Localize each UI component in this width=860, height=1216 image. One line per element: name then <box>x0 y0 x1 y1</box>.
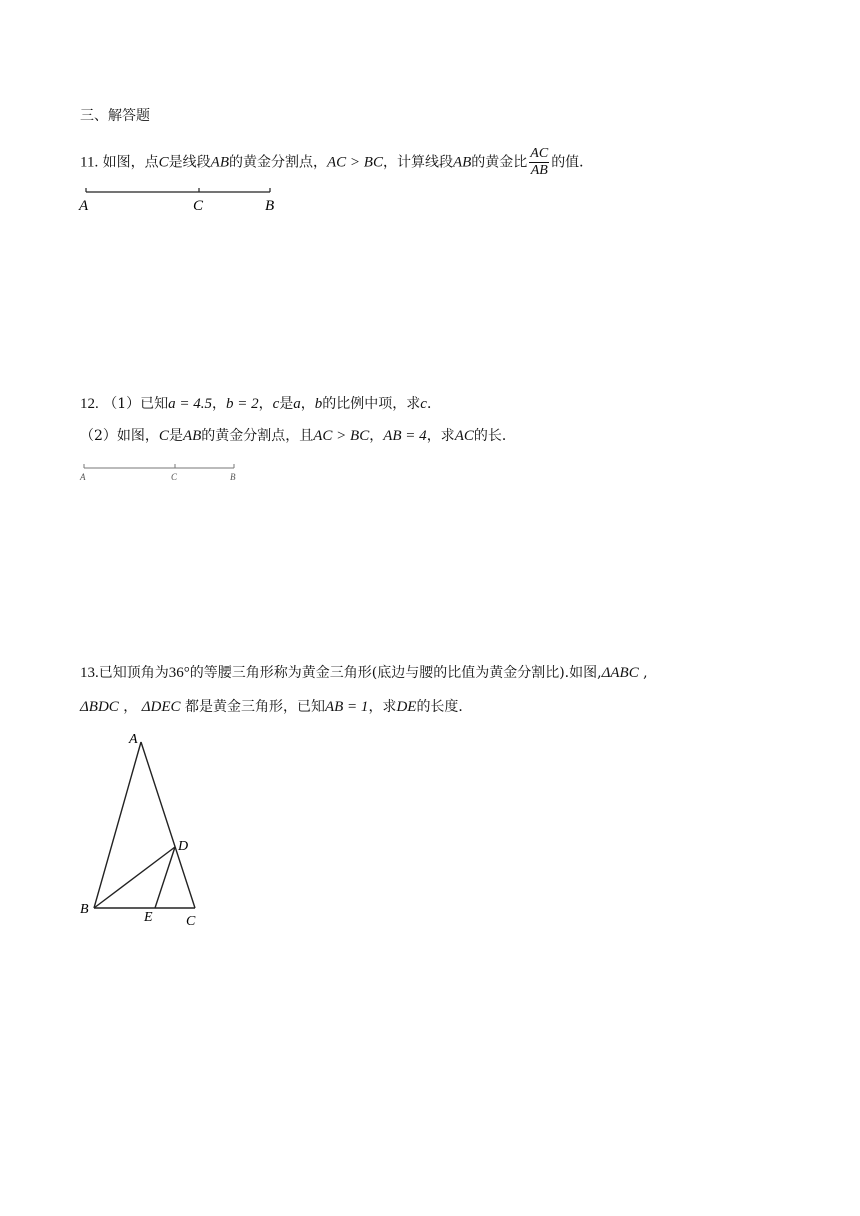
q12-var-b: b <box>314 396 323 412</box>
q12-label-c: C <box>171 472 178 482</box>
question-11 <box>80 146 593 179</box>
q13-label-a: A <box>129 732 138 747</box>
q13-text-2: 的等腰三角形称为黄金三角形(底边与腰的比值为黄金分割比).如图, <box>189 665 602 681</box>
q13-segment-bd <box>94 847 175 908</box>
q13-text-1: 已知顶角为 <box>98 665 169 681</box>
q12-p1-prefix: （1）已知 <box>103 396 169 412</box>
q11-var-ab: AB <box>210 154 229 171</box>
q11-golden-ratio-fraction <box>529 146 549 179</box>
q13-segment-de <box>155 847 175 908</box>
q13-triangle-dec: ΔDEC <box>141 699 181 715</box>
q12-p2-var-ac: AC <box>454 428 474 444</box>
q13-ab-eq: AB = 1 <box>324 699 369 715</box>
q13-text-3: 都是黄金三角形，已知 <box>184 699 325 715</box>
q12-p2-inequality: AC > BC <box>313 428 370 444</box>
q13-label-e: E <box>144 910 153 925</box>
q12-p2-ab-eq: AB = 4 <box>383 428 427 444</box>
q11-text-2: 是线段 <box>168 154 211 171</box>
q13-var-de: DE <box>396 699 417 715</box>
q13-triangle-bdc: ΔBDC <box>80 699 119 715</box>
q12-p2-text-d: 的长． <box>473 428 516 444</box>
q11-text-6: 的值． <box>551 154 594 171</box>
q13-text-5: 的长度． <box>416 699 473 715</box>
q13-label-b: B <box>80 902 89 917</box>
q13-side-ab <box>94 742 141 908</box>
question-12-part-2: （2）如图，C是AB的黄金分割点，且AC > BC，AB = 4，求AC的长． <box>80 428 516 444</box>
q12-p2-var-ab: AB <box>182 428 202 444</box>
q12-a-eq: a = 4.5 <box>168 396 212 412</box>
question-12-part-1: 12. （1）已知a = 4.5，b = 2，c是a，b的比例中项，求c． <box>80 396 441 412</box>
q11-var-ab-2: AB <box>452 154 472 171</box>
q13-label-d: D <box>178 839 189 854</box>
q11-text-4: ，计算线段 <box>382 154 453 171</box>
question-13-line-1: 13.已知顶角为36°的等腰三角形称为黄金三角形(底边与腰的比值为黄金分割比).如图,ΔABC , <box>80 665 648 681</box>
question-13-line-2: ΔBDC ， ΔDEC 都是黄金三角形，已知AB = 1，求DE的长度． <box>80 699 473 715</box>
section-heading-text: 三、解答题 <box>80 108 150 124</box>
q11-inequality: AC > BC <box>327 154 383 171</box>
q11-segment-figure <box>74 182 284 216</box>
q12-end: ． <box>426 396 441 412</box>
q11-label-a: A <box>79 198 89 214</box>
section-heading <box>80 106 150 126</box>
q12-var-c: c <box>272 396 280 412</box>
q12-var-a: a <box>293 396 301 412</box>
q12-var-c-2: c <box>420 396 427 412</box>
q13-label-c: C <box>186 914 196 929</box>
q12-p2-prefix: （2）如图， <box>80 428 159 444</box>
q13-text-4: ，求 <box>368 699 397 715</box>
q11-text-5: 的黄金比 <box>471 154 528 171</box>
q12-label-a: A <box>80 472 86 482</box>
q12-b-eq: b = 2 <box>226 396 259 412</box>
q11-text-1: 如图，点 <box>102 154 159 171</box>
q11-var-c: C <box>158 154 169 171</box>
q11-fraction-numerator: AC <box>530 146 549 161</box>
q12-label-b: B <box>230 472 236 482</box>
q13-number: 13. <box>80 665 99 681</box>
q11-label-c: C <box>193 198 204 214</box>
q11-fraction-denominator: AB <box>530 163 548 178</box>
q11-text-3: 的黄金分割点， <box>229 154 327 171</box>
q13-side-ac <box>141 742 195 908</box>
q12-p2-text-a: 是 <box>168 428 183 444</box>
q12-segment-figure <box>78 458 246 486</box>
q12-p2-text-b: 的黄金分割点，且 <box>201 428 314 444</box>
q12-number: 12. <box>80 396 99 412</box>
q13-golden-triangle-figure <box>74 726 214 934</box>
q11-number: 11. <box>80 154 99 171</box>
q11-label-b: B <box>265 198 275 214</box>
q13-triangle-abc: ΔABC <box>601 665 639 681</box>
q12-text-is: 是 <box>279 396 294 412</box>
q12-p2-var-c: C <box>158 428 169 444</box>
q12-text-mid: 的比例中项，求 <box>322 396 421 412</box>
q13-angle: 36° <box>168 665 190 681</box>
q12-p2-text-c: ，求 <box>426 428 455 444</box>
